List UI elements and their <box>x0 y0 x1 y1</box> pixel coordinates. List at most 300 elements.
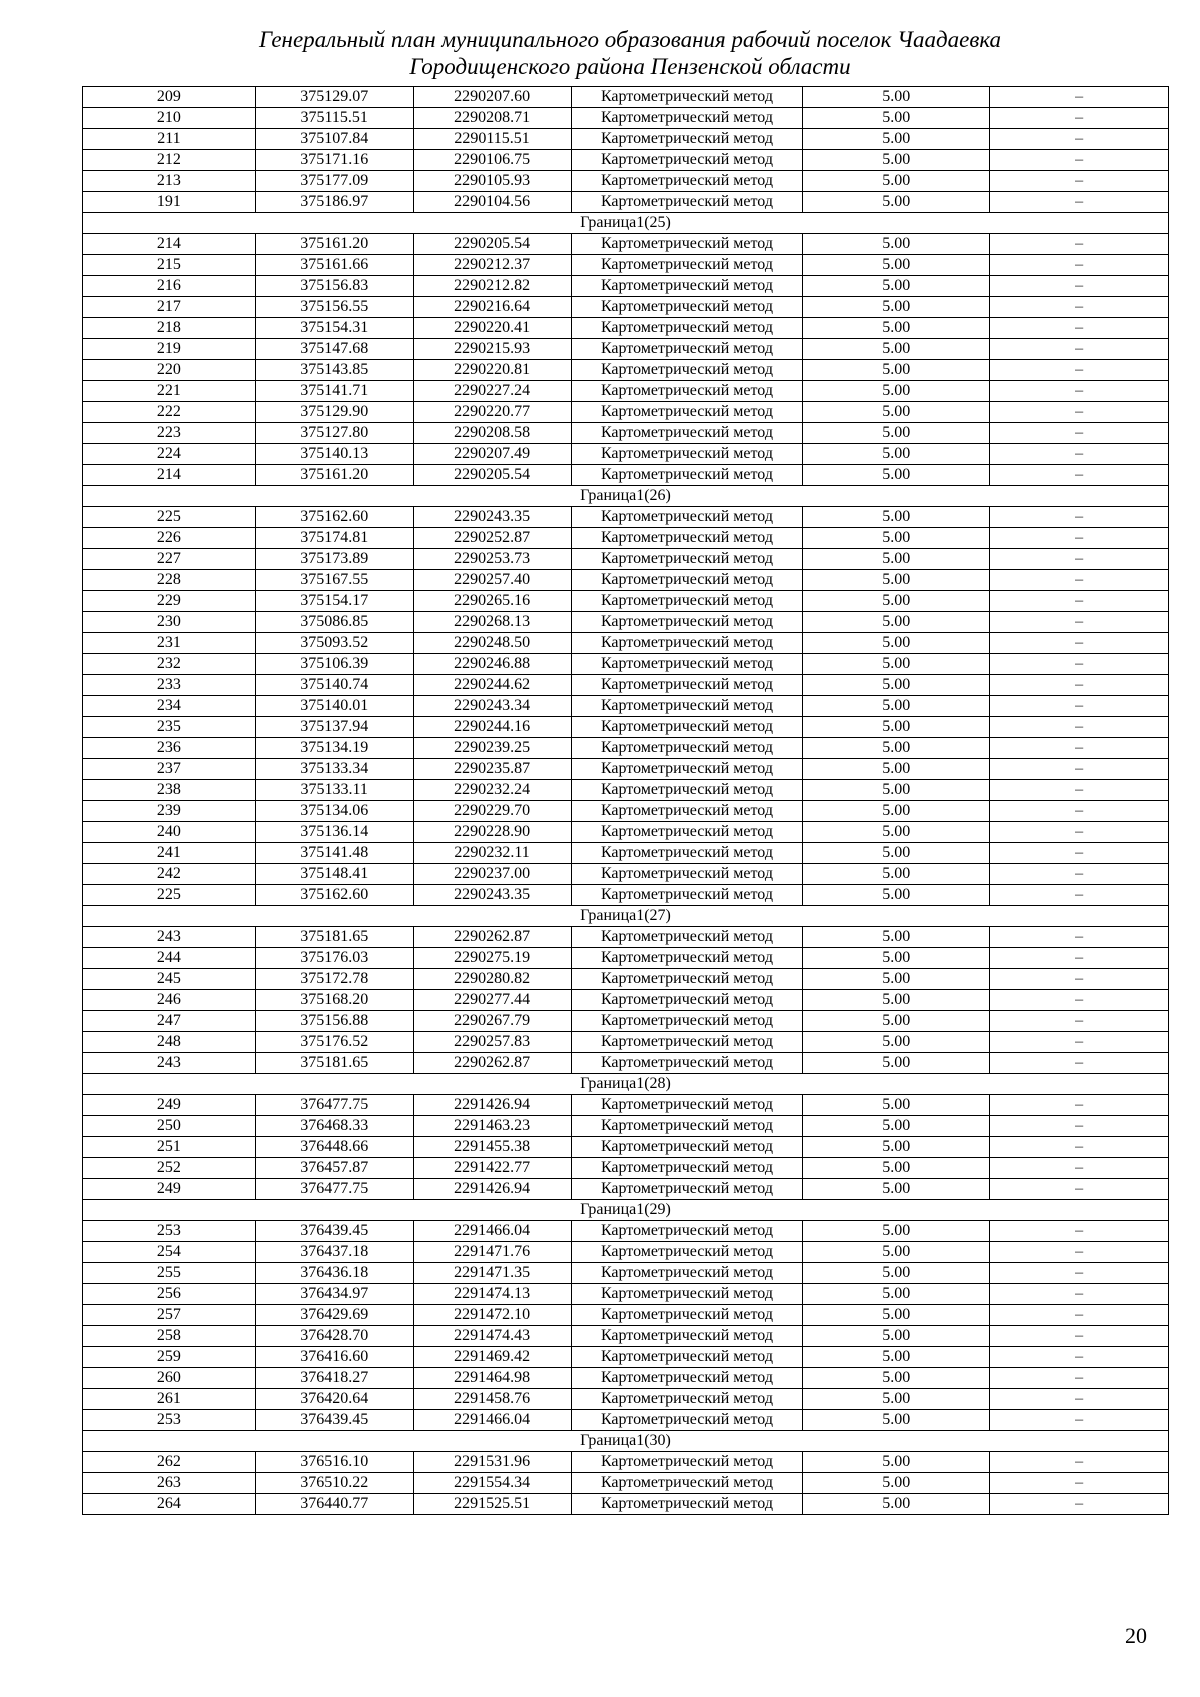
x-coordinate-cell: 375143.85 <box>255 360 413 381</box>
y-coordinate-cell: 2291464.98 <box>413 1368 571 1389</box>
y-coordinate-cell: 2291466.04 <box>413 1410 571 1431</box>
x-coordinate-cell: 375162.60 <box>255 885 413 906</box>
note-cell: – <box>990 1452 1169 1473</box>
method-cell: Картометрический метод <box>571 1095 803 1116</box>
accuracy-cell: 5.00 <box>803 1284 990 1305</box>
method-cell: Картометрический метод <box>571 633 803 654</box>
y-coordinate-cell: 2290115.51 <box>413 129 571 150</box>
method-cell: Картометрический метод <box>571 402 803 423</box>
note-cell: – <box>990 654 1169 675</box>
table-row <box>83 801 1169 822</box>
section-row <box>83 486 1169 507</box>
note-cell: – <box>990 507 1169 528</box>
accuracy-cell: 5.00 <box>803 234 990 255</box>
x-coordinate-cell: 376429.69 <box>255 1305 413 1326</box>
table-row <box>83 276 1169 297</box>
accuracy-cell: 5.00 <box>803 549 990 570</box>
table-row <box>83 1389 1169 1410</box>
method-cell: Картометрический метод <box>571 1389 803 1410</box>
section-title: Граница1(29) <box>83 1200 1169 1221</box>
accuracy-cell: 5.00 <box>803 1326 990 1347</box>
y-coordinate-cell: 2291554.34 <box>413 1473 571 1494</box>
note-cell: – <box>990 822 1169 843</box>
point-number-cell: 225 <box>83 885 256 906</box>
x-coordinate-cell: 375107.84 <box>255 129 413 150</box>
note-cell: – <box>990 549 1169 570</box>
x-coordinate-cell: 375161.66 <box>255 255 413 276</box>
x-coordinate-cell: 375168.20 <box>255 990 413 1011</box>
table-row <box>83 255 1169 276</box>
y-coordinate-cell: 2291422.77 <box>413 1158 571 1179</box>
note-cell: – <box>990 1179 1169 1200</box>
note-cell: – <box>990 885 1169 906</box>
y-coordinate-cell: 2290257.83 <box>413 1032 571 1053</box>
method-cell: Картометрический метод <box>571 1452 803 1473</box>
method-cell: Картометрический метод <box>571 1053 803 1074</box>
point-number-cell: 249 <box>83 1179 256 1200</box>
accuracy-cell: 5.00 <box>803 696 990 717</box>
table-row <box>83 612 1169 633</box>
table-row <box>83 234 1169 255</box>
x-coordinate-cell: 375115.51 <box>255 108 413 129</box>
point-number-cell: 247 <box>83 1011 256 1032</box>
accuracy-cell: 5.00 <box>803 1473 990 1494</box>
note-cell: – <box>990 129 1169 150</box>
note-cell: – <box>990 948 1169 969</box>
point-number-cell: 243 <box>83 1053 256 1074</box>
y-coordinate-cell: 2291455.38 <box>413 1137 571 1158</box>
table-row <box>83 948 1169 969</box>
y-coordinate-cell: 2290104.56 <box>413 192 571 213</box>
y-coordinate-cell: 2290227.24 <box>413 381 571 402</box>
y-coordinate-cell: 2290228.90 <box>413 822 571 843</box>
method-cell: Картометрический метод <box>571 591 803 612</box>
point-number-cell: 253 <box>83 1221 256 1242</box>
method-cell: Картометрический метод <box>571 654 803 675</box>
note-cell: – <box>990 1095 1169 1116</box>
x-coordinate-cell: 375141.48 <box>255 843 413 864</box>
section-row <box>83 213 1169 234</box>
table-row <box>83 1494 1169 1515</box>
method-cell: Картометрический метод <box>571 612 803 633</box>
accuracy-cell: 5.00 <box>803 654 990 675</box>
accuracy-cell: 5.00 <box>803 1347 990 1368</box>
section-title: Граница1(27) <box>83 906 1169 927</box>
point-number-cell: 243 <box>83 927 256 948</box>
note-cell: – <box>990 927 1169 948</box>
point-number-cell: 227 <box>83 549 256 570</box>
x-coordinate-cell: 376510.22 <box>255 1473 413 1494</box>
y-coordinate-cell: 2290220.81 <box>413 360 571 381</box>
accuracy-cell: 5.00 <box>803 318 990 339</box>
accuracy-cell: 5.00 <box>803 276 990 297</box>
point-number-cell: 220 <box>83 360 256 381</box>
x-coordinate-cell: 376420.64 <box>255 1389 413 1410</box>
table-row <box>83 1179 1169 1200</box>
y-coordinate-cell: 2290105.93 <box>413 171 571 192</box>
y-coordinate-cell: 2290244.62 <box>413 675 571 696</box>
table-row <box>83 1452 1169 1473</box>
y-coordinate-cell: 2290208.71 <box>413 108 571 129</box>
table-row <box>83 969 1169 990</box>
accuracy-cell: 5.00 <box>803 150 990 171</box>
method-cell: Картометрический метод <box>571 969 803 990</box>
table-row <box>83 465 1169 486</box>
point-number-cell: 209 <box>83 87 256 108</box>
y-coordinate-cell: 2291471.76 <box>413 1242 571 1263</box>
note-cell: – <box>990 1221 1169 1242</box>
y-coordinate-cell: 2290280.82 <box>413 969 571 990</box>
point-number-cell: 221 <box>83 381 256 402</box>
x-coordinate-cell: 376457.87 <box>255 1158 413 1179</box>
method-cell: Картометрический метод <box>571 297 803 318</box>
accuracy-cell: 5.00 <box>803 1389 990 1410</box>
x-coordinate-cell: 375129.07 <box>255 87 413 108</box>
table-row <box>83 444 1169 465</box>
accuracy-cell: 5.00 <box>803 675 990 696</box>
method-cell: Картометрический метод <box>571 234 803 255</box>
y-coordinate-cell: 2290243.35 <box>413 507 571 528</box>
accuracy-cell: 5.00 <box>803 570 990 591</box>
header-title-line-2: Городищенского района Пензенской области <box>409 54 851 79</box>
coordinates-table-body <box>83 87 1169 1515</box>
x-coordinate-cell: 375093.52 <box>255 633 413 654</box>
accuracy-cell: 5.00 <box>803 402 990 423</box>
note-cell: – <box>990 591 1169 612</box>
table-row <box>83 1053 1169 1074</box>
y-coordinate-cell: 2290208.58 <box>413 423 571 444</box>
point-number-cell: 238 <box>83 780 256 801</box>
point-number-cell: 212 <box>83 150 256 171</box>
table-row <box>83 1095 1169 1116</box>
y-coordinate-cell: 2290253.73 <box>413 549 571 570</box>
x-coordinate-cell: 375172.78 <box>255 969 413 990</box>
note-cell: – <box>990 675 1169 696</box>
method-cell: Картометрический метод <box>571 318 803 339</box>
y-coordinate-cell: 2290212.37 <box>413 255 571 276</box>
point-number-cell: 235 <box>83 717 256 738</box>
table-row <box>83 1347 1169 1368</box>
point-number-cell: 210 <box>83 108 256 129</box>
point-number-cell: 231 <box>83 633 256 654</box>
y-coordinate-cell: 2290106.75 <box>413 150 571 171</box>
point-number-cell: 264 <box>83 1494 256 1515</box>
accuracy-cell: 5.00 <box>803 843 990 864</box>
table-row <box>83 297 1169 318</box>
point-number-cell: 248 <box>83 1032 256 1053</box>
table-row <box>83 822 1169 843</box>
section-row <box>83 1200 1169 1221</box>
note-cell: – <box>990 150 1169 171</box>
method-cell: Картометрический метод <box>571 864 803 885</box>
method-cell: Картометрический метод <box>571 948 803 969</box>
point-number-cell: 262 <box>83 1452 256 1473</box>
method-cell: Картометрический метод <box>571 360 803 381</box>
accuracy-cell: 5.00 <box>803 360 990 381</box>
table-row <box>83 423 1169 444</box>
y-coordinate-cell: 2291474.13 <box>413 1284 571 1305</box>
accuracy-cell: 5.00 <box>803 1095 990 1116</box>
x-coordinate-cell: 376477.75 <box>255 1095 413 1116</box>
point-number-cell: 214 <box>83 234 256 255</box>
method-cell: Картометрический метод <box>571 822 803 843</box>
point-number-cell: 228 <box>83 570 256 591</box>
method-cell: Картометрический метод <box>571 1179 803 1200</box>
y-coordinate-cell: 2290215.93 <box>413 339 571 360</box>
note-cell: – <box>990 801 1169 822</box>
method-cell: Картометрический метод <box>571 465 803 486</box>
note-cell: – <box>990 1158 1169 1179</box>
note-cell: – <box>990 108 1169 129</box>
note-cell: – <box>990 1284 1169 1305</box>
x-coordinate-cell: 375133.11 <box>255 780 413 801</box>
point-number-cell: 214 <box>83 465 256 486</box>
y-coordinate-cell: 2291471.35 <box>413 1263 571 1284</box>
y-coordinate-cell: 2290277.44 <box>413 990 571 1011</box>
accuracy-cell: 5.00 <box>803 591 990 612</box>
note-cell: – <box>990 780 1169 801</box>
accuracy-cell: 5.00 <box>803 990 990 1011</box>
point-number-cell: 260 <box>83 1368 256 1389</box>
y-coordinate-cell: 2290207.60 <box>413 87 571 108</box>
point-number-cell: 216 <box>83 276 256 297</box>
table-row <box>83 927 1169 948</box>
method-cell: Картометрический метод <box>571 885 803 906</box>
accuracy-cell: 5.00 <box>803 864 990 885</box>
note-cell: – <box>990 738 1169 759</box>
method-cell: Картометрический метод <box>571 549 803 570</box>
method-cell: Картометрический метод <box>571 1494 803 1515</box>
method-cell: Картометрический метод <box>571 339 803 360</box>
y-coordinate-cell: 2290235.87 <box>413 759 571 780</box>
method-cell: Картометрический метод <box>571 1221 803 1242</box>
accuracy-cell: 5.00 <box>803 129 990 150</box>
table-row <box>83 507 1169 528</box>
note-cell: – <box>990 1116 1169 1137</box>
table-row <box>83 339 1169 360</box>
table-row <box>83 87 1169 108</box>
y-coordinate-cell: 2290265.16 <box>413 591 571 612</box>
table-row <box>83 1137 1169 1158</box>
x-coordinate-cell: 375140.13 <box>255 444 413 465</box>
x-coordinate-cell: 375177.09 <box>255 171 413 192</box>
y-coordinate-cell: 2290220.41 <box>413 318 571 339</box>
y-coordinate-cell: 2291466.04 <box>413 1221 571 1242</box>
method-cell: Картометрический метод <box>571 108 803 129</box>
accuracy-cell: 5.00 <box>803 87 990 108</box>
x-coordinate-cell: 375140.01 <box>255 696 413 717</box>
y-coordinate-cell: 2291531.96 <box>413 1452 571 1473</box>
table-row <box>83 780 1169 801</box>
accuracy-cell: 5.00 <box>803 1494 990 1515</box>
table-row <box>83 717 1169 738</box>
x-coordinate-cell: 375167.55 <box>255 570 413 591</box>
method-cell: Картометрический метод <box>571 1305 803 1326</box>
x-coordinate-cell: 375134.19 <box>255 738 413 759</box>
x-coordinate-cell: 376477.75 <box>255 1179 413 1200</box>
table-row <box>83 1326 1169 1347</box>
note-cell: – <box>990 360 1169 381</box>
note-cell: – <box>990 1053 1169 1074</box>
y-coordinate-cell: 2290207.49 <box>413 444 571 465</box>
y-coordinate-cell: 2290246.88 <box>413 654 571 675</box>
y-coordinate-cell: 2290205.54 <box>413 465 571 486</box>
note-cell: – <box>990 633 1169 654</box>
table-row <box>83 1242 1169 1263</box>
x-coordinate-cell: 375141.71 <box>255 381 413 402</box>
accuracy-cell: 5.00 <box>803 192 990 213</box>
point-number-cell: 249 <box>83 1095 256 1116</box>
point-number-cell: 236 <box>83 738 256 759</box>
table-row <box>83 1368 1169 1389</box>
y-coordinate-cell: 2290262.87 <box>413 927 571 948</box>
point-number-cell: 217 <box>83 297 256 318</box>
point-number-cell: 218 <box>83 318 256 339</box>
accuracy-cell: 5.00 <box>803 1452 990 1473</box>
section-title: Граница1(25) <box>83 213 1169 234</box>
section-title: Граница1(30) <box>83 1431 1169 1452</box>
point-number-cell: 223 <box>83 423 256 444</box>
x-coordinate-cell: 375147.68 <box>255 339 413 360</box>
accuracy-cell: 5.00 <box>803 465 990 486</box>
accuracy-cell: 5.00 <box>803 1368 990 1389</box>
note-cell: – <box>990 192 1169 213</box>
x-coordinate-cell: 376516.10 <box>255 1452 413 1473</box>
point-number-cell: 255 <box>83 1263 256 1284</box>
accuracy-cell: 5.00 <box>803 717 990 738</box>
section-row <box>83 906 1169 927</box>
accuracy-cell: 5.00 <box>803 1137 990 1158</box>
point-number-cell: 251 <box>83 1137 256 1158</box>
note-cell: – <box>990 1347 1169 1368</box>
point-number-cell: 239 <box>83 801 256 822</box>
method-cell: Картометрический метод <box>571 843 803 864</box>
y-coordinate-cell: 2291458.76 <box>413 1389 571 1410</box>
x-coordinate-cell: 376437.18 <box>255 1242 413 1263</box>
table-row <box>83 150 1169 171</box>
x-coordinate-cell: 375133.34 <box>255 759 413 780</box>
point-number-cell: 246 <box>83 990 256 1011</box>
table-row <box>83 1032 1169 1053</box>
x-coordinate-cell: 375156.55 <box>255 297 413 318</box>
y-coordinate-cell: 2290257.40 <box>413 570 571 591</box>
accuracy-cell: 5.00 <box>803 948 990 969</box>
point-number-cell: 230 <box>83 612 256 633</box>
point-number-cell: 211 <box>83 129 256 150</box>
accuracy-cell: 5.00 <box>803 1053 990 1074</box>
y-coordinate-cell: 2291426.94 <box>413 1095 571 1116</box>
note-cell: – <box>990 1305 1169 1326</box>
point-number-cell: 257 <box>83 1305 256 1326</box>
point-number-cell: 233 <box>83 675 256 696</box>
point-number-cell: 252 <box>83 1158 256 1179</box>
x-coordinate-cell: 375137.94 <box>255 717 413 738</box>
x-coordinate-cell: 376468.33 <box>255 1116 413 1137</box>
table-row <box>83 528 1169 549</box>
accuracy-cell: 5.00 <box>803 1221 990 1242</box>
note-cell: – <box>990 318 1169 339</box>
note-cell: – <box>990 381 1169 402</box>
table-row <box>83 1473 1169 1494</box>
point-number-cell: 237 <box>83 759 256 780</box>
table-row <box>83 1221 1169 1242</box>
note-cell: – <box>990 444 1169 465</box>
point-number-cell: 226 <box>83 528 256 549</box>
y-coordinate-cell: 2291472.10 <box>413 1305 571 1326</box>
x-coordinate-cell: 375086.85 <box>255 612 413 633</box>
note-cell: – <box>990 402 1169 423</box>
method-cell: Картометрический метод <box>571 1368 803 1389</box>
x-coordinate-cell: 376434.97 <box>255 1284 413 1305</box>
table-row <box>83 360 1169 381</box>
accuracy-cell: 5.00 <box>803 969 990 990</box>
y-coordinate-cell: 2290244.16 <box>413 717 571 738</box>
point-number-cell: 250 <box>83 1116 256 1137</box>
section-row <box>83 1431 1169 1452</box>
table-row <box>83 192 1169 213</box>
accuracy-cell: 5.00 <box>803 1263 990 1284</box>
y-coordinate-cell: 2290232.24 <box>413 780 571 801</box>
x-coordinate-cell: 375156.88 <box>255 1011 413 1032</box>
note-cell: – <box>990 717 1169 738</box>
note-cell: – <box>990 1326 1169 1347</box>
method-cell: Картометрический метод <box>571 1158 803 1179</box>
accuracy-cell: 5.00 <box>803 1305 990 1326</box>
point-number-cell: 222 <box>83 402 256 423</box>
y-coordinate-cell: 2290205.54 <box>413 234 571 255</box>
x-coordinate-cell: 375171.16 <box>255 150 413 171</box>
y-coordinate-cell: 2291525.51 <box>413 1494 571 1515</box>
accuracy-cell: 5.00 <box>803 1242 990 1263</box>
x-coordinate-cell: 375106.39 <box>255 654 413 675</box>
method-cell: Картометрический метод <box>571 507 803 528</box>
table-row <box>83 759 1169 780</box>
table-row <box>83 1116 1169 1137</box>
note-cell: – <box>990 696 1169 717</box>
table-row <box>83 654 1169 675</box>
x-coordinate-cell: 375176.03 <box>255 948 413 969</box>
accuracy-cell: 5.00 <box>803 1011 990 1032</box>
table-row <box>83 1263 1169 1284</box>
table-row <box>83 675 1169 696</box>
y-coordinate-cell: 2291469.42 <box>413 1347 571 1368</box>
note-cell: – <box>990 234 1169 255</box>
note-cell: – <box>990 1011 1169 1032</box>
note-cell: – <box>990 87 1169 108</box>
accuracy-cell: 5.00 <box>803 1179 990 1200</box>
note-cell: – <box>990 276 1169 297</box>
x-coordinate-cell: 375174.81 <box>255 528 413 549</box>
point-number-cell: 232 <box>83 654 256 675</box>
method-cell: Картометрический метод <box>571 780 803 801</box>
accuracy-cell: 5.00 <box>803 108 990 129</box>
point-number-cell: 225 <box>83 507 256 528</box>
method-cell: Картометрический метод <box>571 696 803 717</box>
accuracy-cell: 5.00 <box>803 885 990 906</box>
y-coordinate-cell: 2290243.35 <box>413 885 571 906</box>
note-cell: – <box>990 1368 1169 1389</box>
note-cell: – <box>990 528 1169 549</box>
accuracy-cell: 5.00 <box>803 927 990 948</box>
method-cell: Картометрический метод <box>571 1242 803 1263</box>
accuracy-cell: 5.00 <box>803 507 990 528</box>
method-cell: Картометрический метод <box>571 675 803 696</box>
method-cell: Картометрический метод <box>571 1410 803 1431</box>
table-row <box>83 1011 1169 1032</box>
table-row <box>83 843 1169 864</box>
method-cell: Картометрический метод <box>571 276 803 297</box>
x-coordinate-cell: 376418.27 <box>255 1368 413 1389</box>
